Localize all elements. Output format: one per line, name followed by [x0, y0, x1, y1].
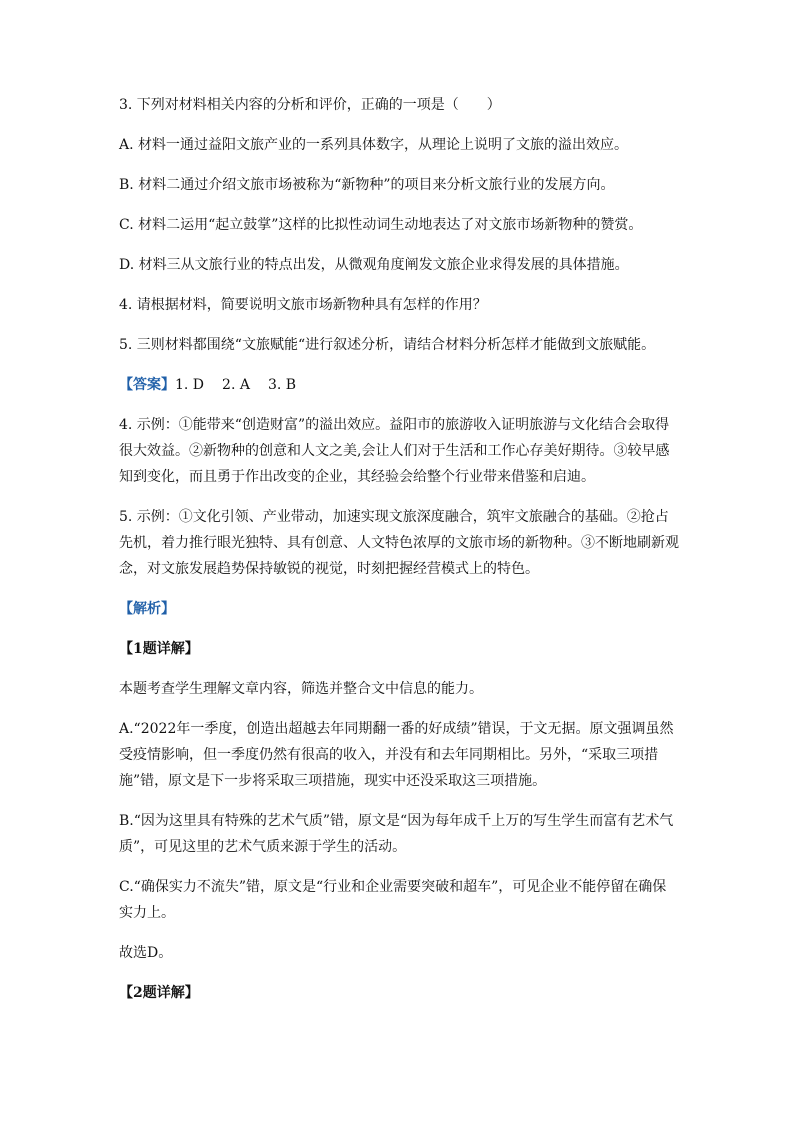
- option-a: A. 材料一通过益阳文旅产业的一系列具体数字，从理论上说明了文旅的溢出效应。: [119, 137, 629, 153]
- question-5: 5. 三则材料都围绕“文旅赋能“进行叙述分析，请结合材料分析怎样才能做到文旅赋能。: [119, 337, 656, 353]
- option-b: B. 材料二通过介绍文旅市场被称为“新物种”的项目来分析文旅行业的发展方向。: [119, 177, 615, 193]
- answer-5-example: 5. 示例：①文化引领、产业带动，加速实现文旅深度融合，筑牢文旅融合的基础。②抢占先机，着力推行眼光独特、具有创意、人文特色浓厚的文旅市场的新物种。③不断地刷新观念，对文旅发展趋势保持敏锐的视觉，时刻把握经营模式上的特色。: [119, 509, 679, 577]
- detail-1-intro: 本题考查学生理解文章内容，筛选并整合文中信息的能力。: [119, 681, 483, 697]
- answer-tag: 【答案】: [119, 377, 175, 393]
- detail-2-title: 【2题详解】: [119, 985, 199, 1001]
- analysis-tag: 【解析】: [119, 601, 175, 617]
- option-d: D. 材料三从文旅行业的特点出发，从微观角度阐发文旅企业求得发展的具体措施。: [119, 257, 629, 273]
- answer-3: 3. B: [267, 377, 297, 393]
- detail-1-option-b: B.“因为这里具有特殊的艺术气质”错，原文是“因为每年成千上万的写生学生而富有艺术气质”，可见这里的艺术气质来源于学生的活动。: [119, 813, 674, 855]
- document-body: [119, 92, 679, 1006]
- option-c: C. 材料二运用“起立鼓掌”这样的比拟性动词生动地表达了对文旅市场新物种的赞赏。: [119, 217, 643, 233]
- detail-1-choice: 故选D。: [119, 945, 173, 961]
- answer-1: 1. D: [175, 377, 205, 393]
- answer-4-example: 4. 示例：①能带来“创造财富”的溢出效应。益阳市的旅游收入证明旅游与文化结合会取得很大效益。②新物种的创意和人文之美,会让人们对于生活和工作心存美好期待。③较早感知到变化，而且勇于作出改变的企业，其经验会给整个行业带来借鉴和启迪。: [119, 417, 670, 485]
- detail-1-option-c: C.“确保实力不流失”错，原文是“行业和企业需要突破和超车”，可见企业不能停留在确保实力上。: [119, 879, 667, 921]
- question-3: 3. 下列对材料相关内容的分析和评价，正确的一项是（ ）: [119, 97, 501, 113]
- answer-line: [119, 372, 679, 398]
- detail-1-option-a: A.“2022年一季度，创造出超越去年同期翻一番的好成绩”错误，于文无据。原文强调虽然受疫情影响，但一季度仍然有很高的收入，并没有和去年同期相比。另外，“采取三项措施”错，原文是下一步将采取三项措施，现实中还没采取这三项措施。: [119, 721, 674, 789]
- answer-2: 2. A: [222, 377, 250, 393]
- detail-1-title: 【1题详解】: [119, 641, 199, 657]
- question-4: 4. 请根据材料，简要说明文旅市场新物种具有怎样的作用？: [119, 297, 487, 313]
